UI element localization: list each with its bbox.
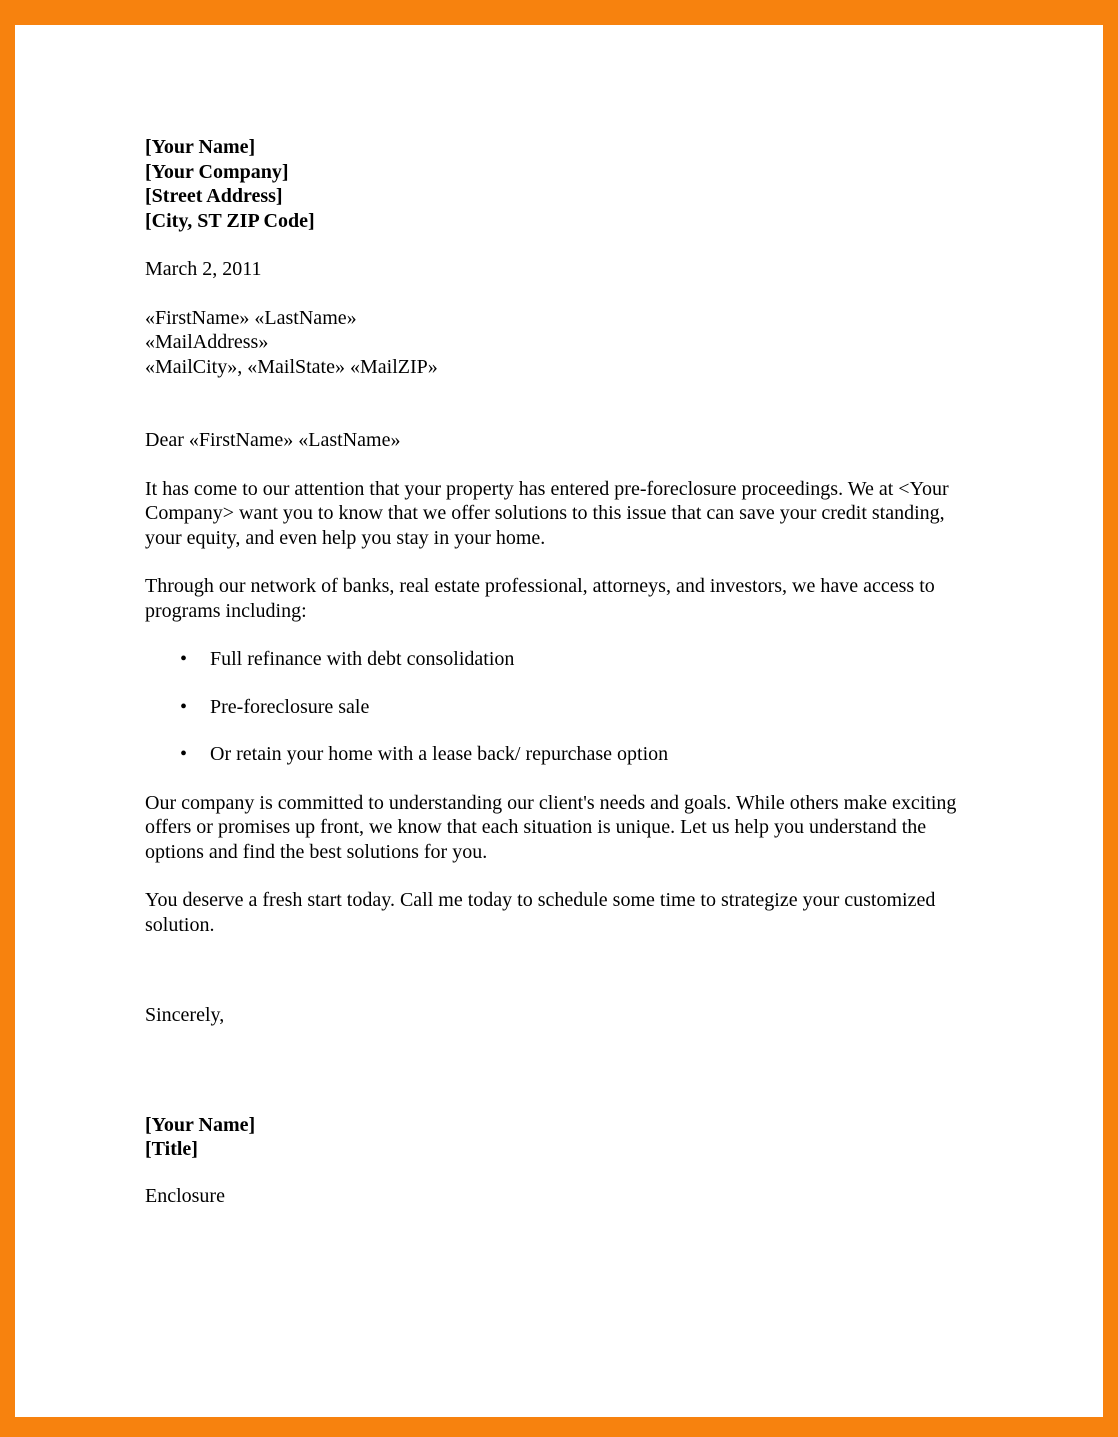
list-item-refinance: • Full refinance with debt consolidation — [145, 647, 983, 672]
sender-company: [Your Company] — [145, 160, 289, 183]
paragraph-commitment: Our company is committed to understanding our client's needs and goals. While others make exciting offers or promises up front, we know that each situation is unique. Let us help you understand the options and find the best solutions for you. — [145, 791, 957, 863]
paragraph-network: Through our network of banks, real estate professional, attorneys, and investors, we have access to programs including: — [145, 575, 935, 622]
recipient-city-state-zip: «MailCity», «MailState» «MailZIP» — [145, 355, 438, 378]
recipient-address-block — [145, 306, 983, 380]
recipient-mail-address: «MailAddress» — [145, 331, 269, 353]
salutation: Dear «FirstName» «LastName» — [145, 429, 401, 451]
signature-block — [145, 1113, 983, 1162]
signature-title: [Title] — [145, 1138, 198, 1160]
sender-city-state-zip: [City, ST ZIP Code] — [145, 209, 315, 232]
signature-name: [Your Name] — [145, 1113, 256, 1136]
list-item-preforeclosure-sale: • Pre-foreclosure sale — [145, 695, 983, 720]
letter-content — [15, 25, 1103, 1208]
sender-street-address: [Street Address] — [145, 185, 283, 207]
recipient-name: «FirstName» «LastName» — [145, 306, 357, 329]
letter-date: March 2, 2011 — [145, 258, 262, 280]
enclosure-note: Enclosure — [145, 1184, 225, 1207]
program-list — [145, 647, 983, 767]
closing: Sincerely, — [145, 1004, 225, 1026]
list-item-lease-back: • Or retain your home with a lease back/ repurchase option — [145, 742, 983, 767]
letter-page — [15, 25, 1103, 1417]
paragraph-fresh-start: You deserve a fresh start today. Call me today to schedule some time to strategize your customized solution. — [145, 889, 936, 936]
sender-address-block — [145, 135, 983, 233]
sender-name: [Your Name] — [145, 136, 256, 158]
paragraph-intro: It has come to our attention that your property has entered pre-foreclosure proceedings. We at <Your Company> want you to know that we offer solutions to this issue that can save your credit standing, your equity, and even help you stay in your home. — [145, 477, 949, 549]
